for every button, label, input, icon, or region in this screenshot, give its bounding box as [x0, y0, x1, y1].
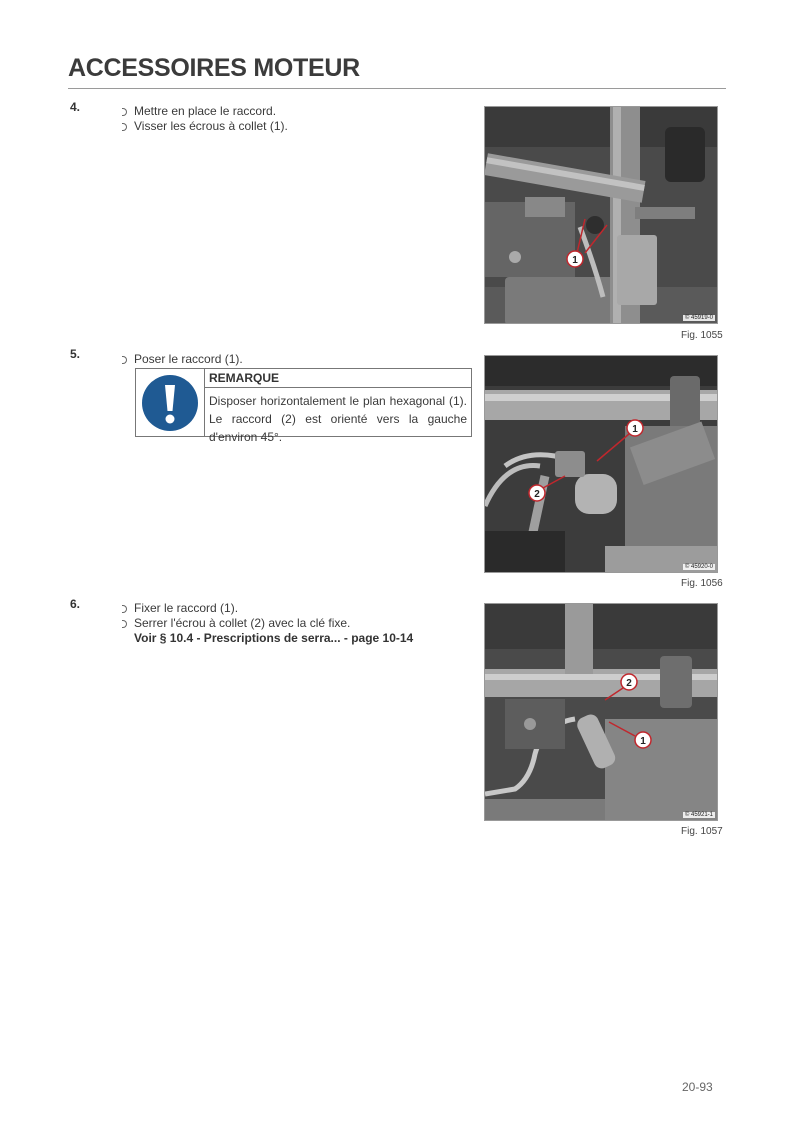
list-item: Visser les écrous à collet (1).	[122, 119, 288, 134]
note-icon-cell	[136, 369, 205, 436]
step-instructions	[122, 104, 288, 134]
callout-label: 2	[534, 489, 540, 500]
figure-code: © 45921-1	[684, 812, 713, 818]
page-number: 20-93	[682, 1080, 713, 1094]
figure-code: © 45920-0	[684, 564, 713, 570]
step-number: 5.	[70, 347, 81, 361]
figure-caption: Fig. 1055	[681, 330, 723, 341]
engine-photo	[485, 604, 718, 821]
note-heading: REMARQUE	[205, 369, 471, 388]
note-text: Disposer horizontalement le plan hexagonal (1). Le raccord (2) est orienté vers la gauche d'environ 45°.	[209, 394, 467, 444]
engine-photo-figure	[484, 355, 718, 573]
step-number: 4.	[70, 100, 81, 114]
cross-reference: Voir § 10.4 - Prescriptions de serra... - page 10-14	[134, 631, 414, 645]
callout-label: 1	[572, 255, 578, 266]
note-box	[135, 368, 472, 444]
engine-photo	[485, 356, 718, 573]
figure-caption: Fig. 1057	[681, 826, 723, 837]
figure-code: © 45919-0	[684, 315, 713, 321]
exclamation-icon	[140, 373, 200, 433]
step-number: 6.	[70, 597, 81, 611]
step-instructions	[122, 601, 350, 631]
step-instructions	[122, 352, 243, 367]
list-item: Serrer l'écrou à collet (2) avec la clé fixe.	[122, 616, 350, 631]
engine-photo-figure	[484, 106, 718, 324]
page-title: ACCESSOIRES MOTEUR	[68, 54, 360, 82]
list-item: Poser le raccord (1).	[122, 352, 243, 367]
figure-caption: Fig. 1056	[681, 578, 723, 589]
engine-photo-figure	[484, 603, 718, 821]
list-item: Mettre en place le raccord.	[122, 104, 288, 119]
callout-label: 1	[632, 424, 638, 435]
callout-label: 2	[626, 678, 632, 689]
engine-photo	[485, 107, 718, 324]
list-item: Fixer le raccord (1).	[122, 601, 350, 616]
title-divider	[68, 88, 726, 89]
callout-label: 1	[640, 736, 646, 747]
